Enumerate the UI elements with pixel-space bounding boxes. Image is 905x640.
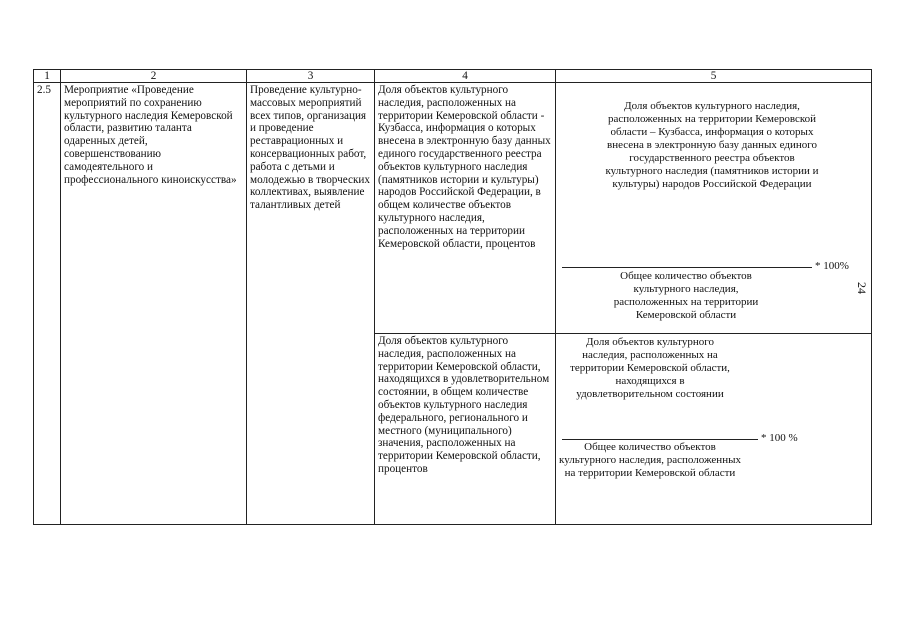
page-number: 24 [855,282,869,294]
header-row [34,70,872,83]
formula-multiplier: * 100% [815,260,849,272]
header-cell-1: 1 [34,70,61,83]
formula-cell [556,334,872,525]
formula-multiplier: * 100 % [761,432,798,444]
fraction-line [562,267,812,268]
formula-numerator: Доля объектов культурного наследия, расположенных на территории Кемеровской области – Кузбасса, информация о которых внесена в электронную базу данных единого государственного реестра объектов культурного наследия (памятников истории и культуры) народов Российской Федерации [605,100,819,190]
event-cell: Мероприятие «Проведение мероприятий по сохранению культурного наследия Кемеровской области, развитию таланта одаренных детей, совершенствованию самодеятельного и профессионального киноискусства» [61,83,247,525]
activities-cell: Проведение культурно-массовых мероприятий всех типов, организация и проведение реставрационных и консервационных работ, работа с детьми и молодежью в творческих коллективах, выявление талантливых детей [247,83,375,525]
row-number: 2.5 [34,83,61,525]
formula-numerator: Доля объектов культурного наследия, расположенных на территории Кемеровской области, находящихся в удовлетворительном состоянии [570,336,730,400]
formula-denominator: Общее количество объектов культурного наследия, расположенных на территории Кемеровской области [613,270,759,321]
indicator-name-cell: Доля объектов культурного наследия, расположенных на территории Кемеровской области, находящихся в удовлетворительном состоянии, в общем количестве объектов культурного наследия федерального, регионального и местного (муниципального) значения, расположенных на территории Кемеровской области, процентов [375,334,556,525]
fraction-line [562,439,758,440]
indicators-table [33,69,872,525]
formula-cell [556,83,872,334]
header-cell-3: 3 [247,70,375,83]
header-cell-4: 4 [375,70,556,83]
formula-denominator: Общее количество объектов культурного наследия, расположенных на территории Кемеровской области [559,441,741,479]
indicator-name-cell: Доля объектов культурного наследия, расположенных на территории Кемеровской области - Кузбасса, информация о которых внесена в электронную базу данных единого государственного реестра объектов культурного наследия (памятников истории и культуры) народов Российской Федерации, в общем количестве объектов культурного наследия, расположенных на территории Кемеровской области, процентов [375,83,556,334]
header-cell-2: 2 [61,70,247,83]
header-cell-5: 5 [556,70,872,83]
formula [559,335,868,523]
table-row [34,83,872,334]
formula [559,84,868,332]
